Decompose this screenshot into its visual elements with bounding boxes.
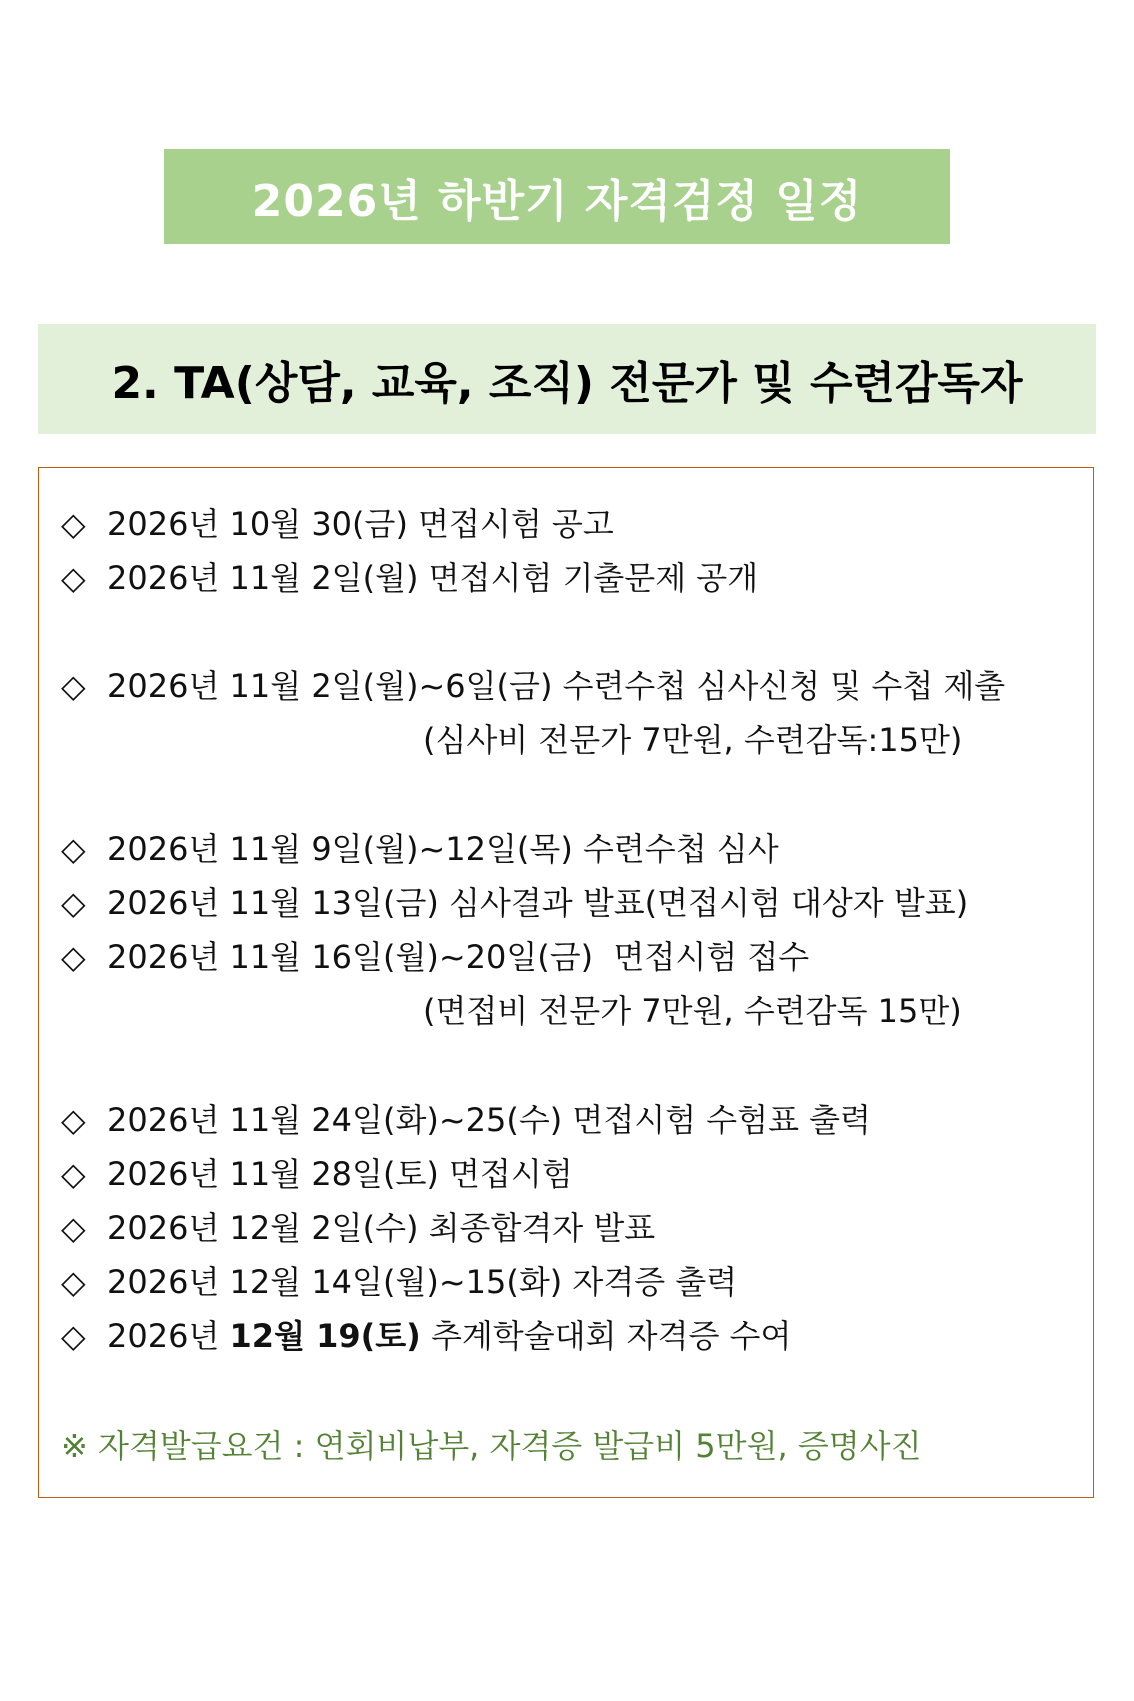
page-title: 2026년 하반기 자격검정 일정: [251, 175, 863, 227]
schedule-item: [61, 1316, 791, 1356]
diamond-bullet-icon: ◇: [61, 1155, 86, 1193]
schedule-item-text: 2026년 11월 28일(토) 면접시험: [107, 1155, 573, 1193]
schedule-item: [61, 1154, 573, 1194]
schedule-item: [61, 504, 614, 544]
schedule-item: [61, 1208, 655, 1248]
schedule-subnote: (면접비 전문가 7만원, 수련감독 15만): [423, 992, 962, 1030]
schedule-item: [61, 558, 758, 598]
schedule-item-text: 2026년 12월 2일(수) 최종합격자 발표: [107, 1209, 656, 1247]
diamond-bullet-icon: ◇: [61, 830, 86, 868]
schedule-item: [61, 1262, 737, 1302]
diamond-bullet-icon: ◇: [61, 1101, 86, 1139]
diamond-bullet-icon: ◇: [61, 505, 86, 543]
schedule-item-suffix: 추계학술대회 자격증 수여: [420, 1317, 792, 1355]
schedule-item-text: 2026년 11월 13일(금) 심사결과 발표(면접시험 대상자 발표): [107, 884, 969, 922]
schedule-item-prefix: 2026년: [107, 1317, 230, 1355]
schedule-item-text: 2026년 12월 14일(월)~15(화) 자격증 출력: [107, 1263, 738, 1301]
schedule-item-text: 2026년 11월 24일(화)~25(수) 면접시험 수험표 출력: [107, 1101, 871, 1139]
diamond-bullet-icon: ◇: [61, 938, 86, 976]
diamond-bullet-icon: ◇: [61, 559, 86, 597]
schedule-item-text: 2026년 10월 30(금) 면접시험 공고: [107, 505, 614, 543]
schedule-item-bold-date: 12월 19(토): [229, 1317, 421, 1355]
section-heading-banner: [38, 324, 1096, 434]
schedule-item: [61, 937, 809, 977]
diamond-bullet-icon: ◇: [61, 667, 86, 705]
diamond-bullet-icon: ◇: [61, 1263, 86, 1301]
requirements-note: ※ 자격발급요건 : 연회비납부, 자격증 발급비 5만원, 증명사진: [61, 1427, 922, 1465]
section-heading: 2. TA(상담, 교육, 조직) 전문가 및 수련감독자: [111, 358, 1023, 409]
schedule-subnote: (심사비 전문가 7만원, 수련감독:15만): [423, 721, 963, 759]
schedule-item: [61, 883, 968, 923]
schedule-item-text: 2026년 11월 16일(월)~20일(금) 면접시험 접수: [107, 938, 810, 976]
diamond-bullet-icon: ◇: [61, 884, 86, 922]
schedule-item: [61, 1100, 871, 1140]
schedule-item: [61, 666, 1005, 706]
schedule-box: [38, 467, 1094, 1498]
schedule-item-text: 2026년 11월 2일(월)~6일(금) 수련수첩 심사신청 및 수첩 제출: [107, 667, 1006, 705]
schedule-item-text: 2026년 11월 2일(월) 면접시험 기출문제 공개: [107, 559, 759, 597]
title-banner: [164, 149, 950, 244]
diamond-bullet-icon: ◇: [61, 1209, 86, 1247]
diamond-bullet-icon: ◇: [61, 1317, 86, 1355]
schedule-item-text: 2026년 11월 9일(월)~12일(목) 수련수첩 심사: [107, 830, 779, 868]
schedule-item: [61, 829, 779, 869]
